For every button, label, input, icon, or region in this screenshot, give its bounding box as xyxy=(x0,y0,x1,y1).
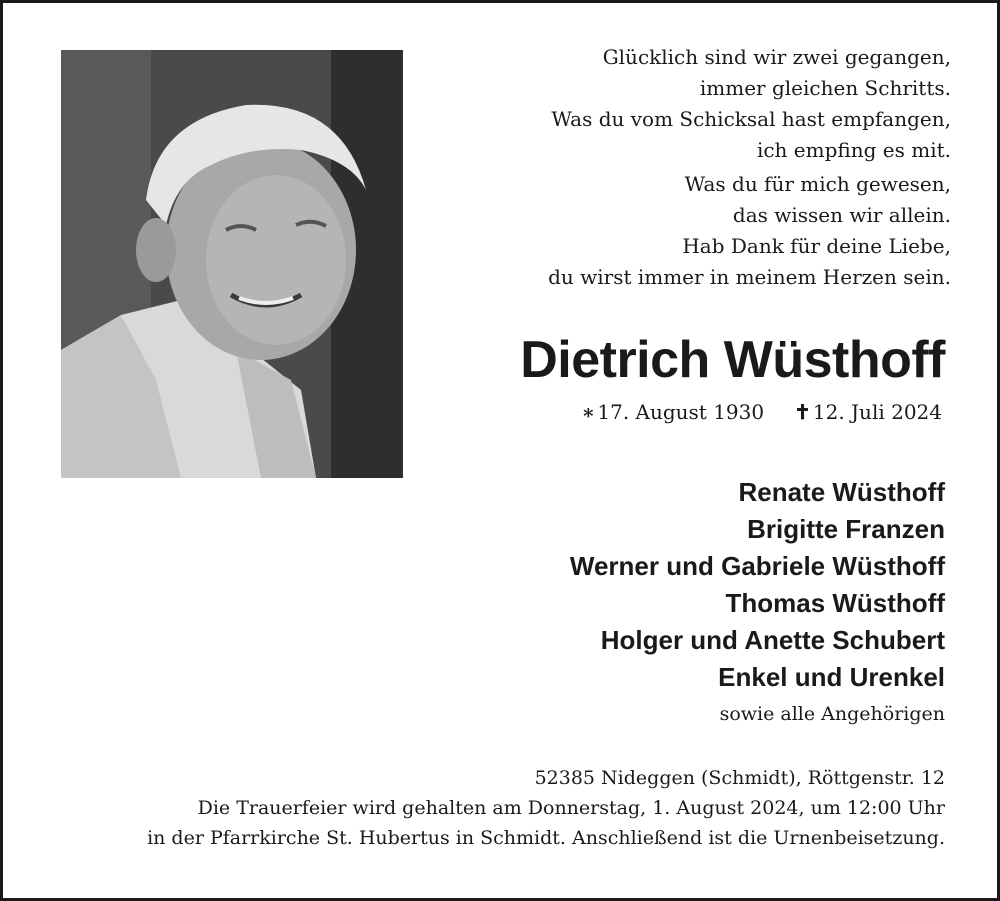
family-member: Enkel und Urenkel xyxy=(718,662,945,692)
poem-line: Glücklich sind wir zwei gegangen, xyxy=(602,45,951,69)
poem-line: Was du für mich gewesen, xyxy=(684,172,951,196)
family-member: Brigitte Franzen xyxy=(747,514,945,544)
poem-stanza xyxy=(471,169,951,293)
deceased-name: Dietrich Wüsthoff xyxy=(520,331,945,389)
family-list xyxy=(385,474,945,696)
poem-line: Hab Dank für deine Liebe, xyxy=(682,234,951,258)
footer-info xyxy=(65,763,945,853)
birth-date: 17. August 1930 xyxy=(597,400,765,424)
family-member: Werner und Gabriele Wüsthoff xyxy=(569,551,945,581)
death-cross-icon: ✝ xyxy=(794,400,811,424)
poem-line: du wirst immer in meinem Herzen sein. xyxy=(548,265,951,289)
poem xyxy=(471,42,951,296)
poem-line: das wissen wir allein. xyxy=(732,203,951,227)
poem-line: Was du vom Schicksal hast empfangen, xyxy=(551,107,951,131)
family-member: Renate Wüsthoff xyxy=(738,477,945,507)
family-member: Thomas Wüsthoff xyxy=(725,588,945,618)
other-relatives: sowie alle Angehörigen xyxy=(719,703,945,725)
life-dates xyxy=(522,400,942,424)
address: 52385 Nideggen (Schmidt), Röttgenstr. 12 xyxy=(534,767,945,789)
portrait-illustration xyxy=(61,50,403,478)
ceremony-line-2: in der Pfarrkirche St. Hubertus in Schmidt. Anschließend ist die Urnenbeisetzung. xyxy=(147,827,945,849)
ceremony-line-1: Die Trauerfeier wird gehalten am Donnerstag, 1. August 2024, um 12:00 Uhr xyxy=(197,797,945,819)
poem-line: immer gleichen Schritts. xyxy=(699,76,951,100)
poem-line: ich empfing es mit. xyxy=(756,138,951,162)
birth-star-icon: ∗ xyxy=(581,400,596,424)
family-member: Holger und Anette Schubert xyxy=(600,625,945,655)
poem-stanza xyxy=(471,42,951,166)
portrait-photo xyxy=(61,50,403,478)
death-date: 12. Juli 2024 xyxy=(812,400,942,424)
